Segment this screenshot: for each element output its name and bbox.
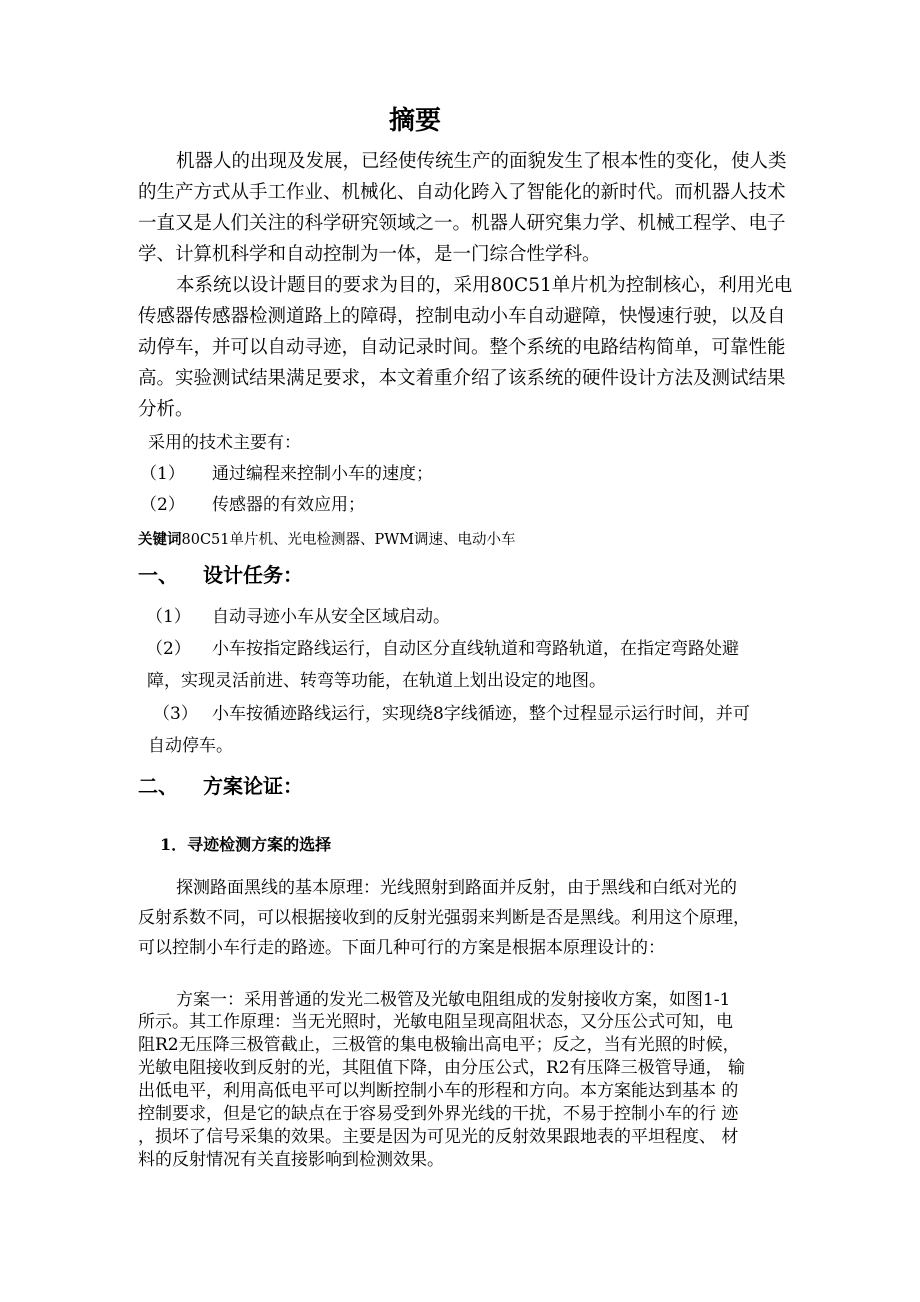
abstract-line: 机器人的出现及发展，已经使传统生产的面貌发生了根本性的变化，使人类 [176,151,787,172]
body-line: 料的反射情况有关直接影响到检测效果。 [138,1150,444,1170]
abstract-line: 高。实验测试结果满足要求，本文着重介绍了该系统的硬件设计方法及测试结果 [138,368,786,389]
subsection-title: 1．寻迹检测方案的选择 [160,835,332,854]
abstract-line: 动停车，并可以自动寻迹，自动记录时间。整个系统的电路结构简单，可靠性能 [138,337,786,358]
body-line: 控制要求，但是它的缺点在于容易受到外界光线的干扰，不易于控制小车的行 迹 [138,1104,739,1124]
tech-intro: 采用的技术主要有： [148,433,301,453]
abstract-line: 传感器传感器检测道路上的障碍，控制电动小车自动避障，快慢速行驶，以及自 [138,306,786,327]
keywords-line [138,528,516,549]
abstract-line: 一直又是人们关注的科学研究领域之一。机器人研究集力学、机械工程学、电子 [138,213,786,234]
section-title: 设计任务： [203,563,303,587]
section-number: 一、 [138,563,178,587]
task-number: （1） [146,607,191,627]
tech-item-number: （1） [140,464,185,484]
tech-item-text: 通过编程来控制小车的速度； [212,464,433,484]
body-line: 探测路面黑线的基本原理：光线照射到路面并反射，由于黑线和白纸对光的 [176,878,737,898]
keywords-text: 80C51单片机、光电检测器、PWM调速、电动小车 [181,532,516,548]
abstract-line: 本系统以设计题目的要求为目的，采用80C51单片机为控制核心，利用光电 [176,275,793,296]
task-text: 小车按循迹路线运行，实现绕8字线循迹，整个过程显示运行时间，并可 [212,704,750,724]
task-number: （3） [153,704,198,724]
body-line: 方案一：采用普通的发光二极管及光敏电阻组成的发射接收方案，如图1-1 [176,990,731,1010]
abstract-line: 分析。 [138,399,194,420]
page-title: 摘要 [388,106,441,136]
task-text: 自动寻迹小车从安全区域启动。 [212,607,450,627]
body-line: 反射系数不同，可以根据接收到的反射光强弱来判断是否是黑线。利用这个原理， [138,908,750,928]
tech-item-text: 传感器的有效应用； [212,495,365,515]
body-line: 光敏电阻接收到反射的光，其阻值下降，由分压公式，R2有压降三极管导通， 输 [138,1058,746,1078]
task-number: （2） [146,639,191,659]
task-text: 自动停车。 [148,736,233,756]
task-text: 小车按指定路线运行，自动区分直线轨道和弯路轨道，在指定弯路处避 [212,639,739,659]
section-title: 方案论证： [203,774,303,798]
body-line: ，损坏了信号采集的效果。主要是因为可见光的反射效果跟地表的平坦程度、 材 [138,1127,739,1147]
abstract-line: 的生产方式从手工作业、机械化、自动化跨入了智能化的新时代。而机器人技术 [138,182,786,203]
body-line: 可以控制小车行走的路迹。下面几种可行的方案是根据本原理设计的： [138,938,665,958]
task-text: 障，实现灵活前进、转弯等功能，在轨道上划出设定的地图。 [147,671,606,691]
section-number: 二、 [138,774,178,798]
body-line: 阻R2无压降三极管截止，三极管的集电极输出高电平；反之，当有光照的时候， [138,1035,740,1055]
body-line: 所示。其工作原理：当无光照时，光敏电阻呈现高阻状态，又分压公式可知，电 [138,1012,733,1032]
body-line: 出低电平，利用高低电平可以判断控制小车的形程和方向。本方案能达到基本 的 [138,1081,739,1101]
tech-item-number: （2） [140,495,185,515]
abstract-line: 学、计算机科学和自动控制为一体，是一门综合性学科。 [138,244,601,265]
keywords-label: 关键词 [138,531,182,548]
